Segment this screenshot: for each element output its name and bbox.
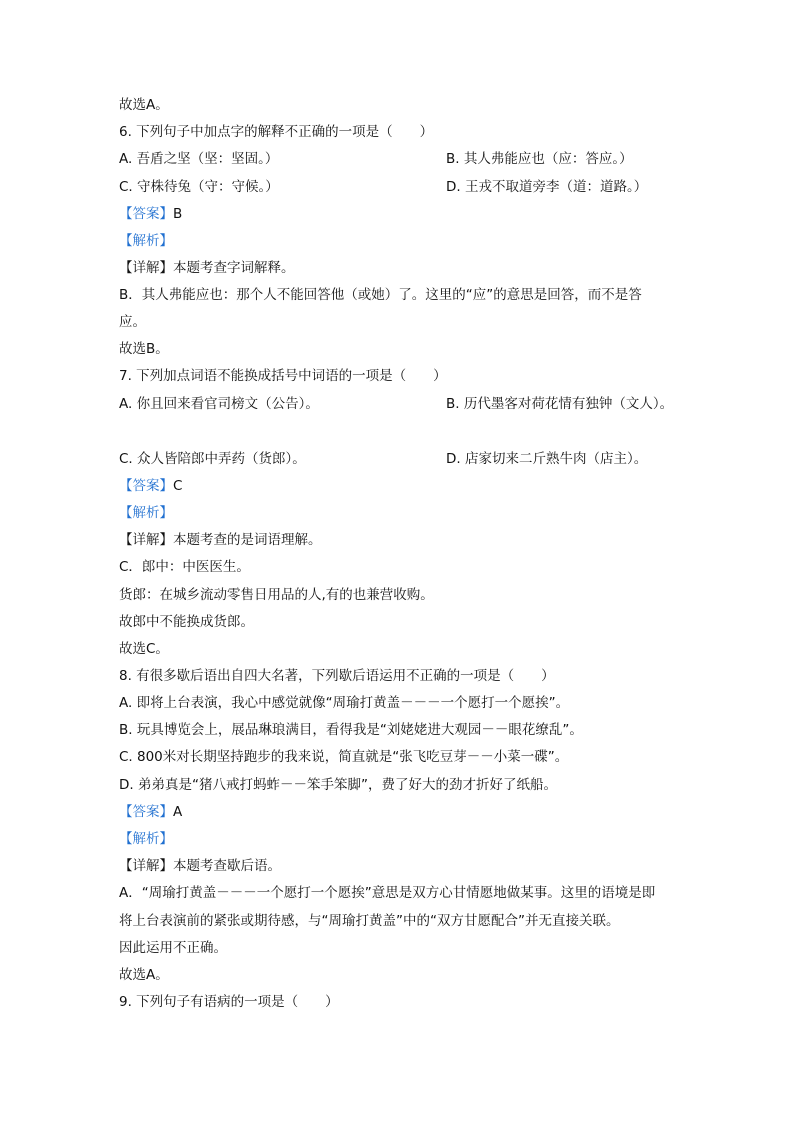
option-d: D. 王戎不取道旁李（道：道路。） [446, 179, 648, 195]
detail-line [119, 531, 322, 549]
answer-line [119, 477, 182, 495]
analysis-tag: 【解析】 [119, 831, 173, 847]
option-b: B. 玩具博览会上，展品琳琅满目，看得我是“刘姥姥进大观园－－眼花缭乱”。 [119, 722, 583, 738]
explanation-line: 应。 [119, 314, 146, 330]
answer-tag: 【答案】 [119, 206, 173, 222]
explanation-line: B．其人弗能应也：那个人不能回答他（或她）了。这里的“应”的意思是回答，而不是答 [119, 287, 642, 303]
analysis-tag: 【解析】 [119, 233, 173, 249]
answer-select: 故选A。 [119, 97, 169, 113]
answer-tag: 【答案】 [119, 478, 173, 494]
answer-value: B [173, 206, 183, 222]
answer-tag: 【答案】 [119, 804, 173, 820]
explanation-line: 故郎中不能换成货郎。 [119, 614, 254, 630]
question-9: 9. 下列句子有语病的一项是（ ） [119, 994, 339, 1010]
explanation-line: 货郎：在城乡流动零售日用品的人,有的也兼营收购。 [119, 587, 434, 603]
answer-line [119, 205, 182, 223]
option-c: C. 守株待兔（守：守候。） [119, 179, 279, 195]
analysis-tag: 【解析】 [119, 505, 173, 521]
detail-tag: 【详解】 [119, 260, 173, 276]
answer-value: C [173, 478, 183, 494]
option-b: B. 历代墨客对荷花情有独钟（文人）。 [446, 396, 674, 412]
detail-text: 本题考查歇后语。 [173, 858, 281, 874]
option-c: C. 众人皆陪郎中弄药（货郎）。 [119, 451, 306, 467]
detail-line [119, 857, 281, 875]
explanation-line: 将上台表演前的紧张或期待感，与“周瑜打黄盖”中的“双方甘愿配合”并无直接关联。 [119, 913, 620, 929]
detail-tag: 【详解】 [119, 858, 173, 874]
option-d: D. 弟弟真是“猪八戒打蚂蚱－－笨手笨脚”，费了好大的劲才折好了纸船。 [119, 777, 557, 793]
answer-line [119, 803, 182, 821]
detail-line [119, 259, 295, 277]
answer-select: 故选C。 [119, 641, 169, 657]
question-6: 6. 下列句子中加点字的解释不正确的一项是（ ） [119, 124, 434, 140]
option-b: B. 其人弗能应也（应：答应。） [446, 151, 633, 167]
question-8: 8. 有很多歇后语出自四大名著，下列歇后语运用不正确的一项是（ ） [119, 668, 555, 684]
option-c: C. 800米对长期坚持跑步的我来说，简直就是“张飞吃豆芽－－小菜一碟”。 [119, 749, 569, 765]
answer-value: A [173, 804, 183, 820]
detail-tag: 【详解】 [119, 532, 173, 548]
answer-select: 故选B。 [119, 341, 169, 357]
option-d: D. 店家切来二斤熟牛肉（店主）。 [446, 451, 648, 467]
option-a: A. 即将上台表演，我心中感觉就像“周瑜打黄盖－－－一个愿打一个愿挨”。 [119, 695, 570, 711]
option-a: A. 吾盾之坚（坚：坚固。） [119, 151, 279, 167]
detail-text: 本题考查的是词语理解。 [173, 532, 322, 548]
detail-text: 本题考查字词解释。 [173, 260, 295, 276]
answer-select: 故选A。 [119, 967, 169, 983]
explanation-line: A．“周瑜打黄盖－－－一个愿打一个愿挨”意思是双方心甘情愿地做某事。这里的语境是即 [119, 885, 656, 901]
explanation-line: C．郎中：中医医生。 [119, 559, 250, 575]
explanation-line: 因此运用不正确。 [119, 940, 227, 956]
option-a: A. 你且回来看官司榜文（公告）。 [119, 396, 319, 412]
question-7: 7. 下列加点词语不能换成括号中词语的一项是（ ） [119, 368, 447, 384]
